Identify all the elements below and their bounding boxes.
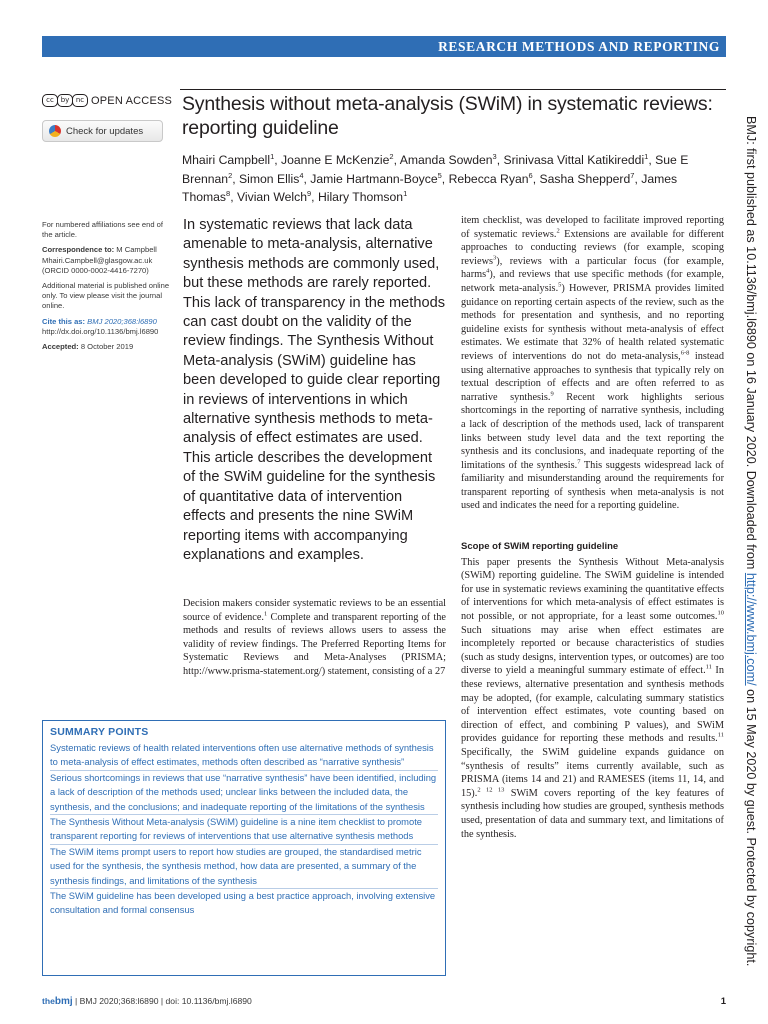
background-paragraph: item checklist, was developed to facilitate improved reporting of systematic reviews.$^2$ Extensions are available for different approaches to conducting reviews (for example, scoping reviews$^3$), reviews with a particular focus (for example, harms$^4$), and reviews that use specific methods (for example, network meta-analysis.$^5$) However, PRISMA provides limited guidance on reporting certain aspects of the review, such as the methods for presentation and synthesis, and no reporting guideline exists for synthesis without meta-analysis of effect estimates. We estimate that 32% of health related systematic reviews of interventions do not do meta-analysis,$^{6-8}$ instead using alternative approaches to synthesis that typically rely on textual description of effects and are often referred to as narrative synthesis.$^9$ Recent work highlights serious shortcomings in the reporting of narrative synthesis, including a lack of description of the methods used, lack of transparent links between study level data and the text reporting the synthesis and its conclusions, and inadequate reporting of the limitations of the synthesis.$^7$ This suggests widespread lack of familiarity and misunderstanding around the requirements for transparent reporting of synthesis when meta-analysis is not used and indicates the need for a reporting guideline. xyxy=(461,215,724,512)
additional-material-note: Additional material is published online only. To view please visit the journal online. xyxy=(42,281,170,311)
reference-superscript: 5 xyxy=(558,281,562,289)
right-column xyxy=(461,214,724,841)
author-name: Simon Ellis xyxy=(239,171,300,186)
author-name: Rebecca Ryan xyxy=(448,171,529,186)
author-name: Jamie Hartmann-Boyce xyxy=(310,171,438,186)
reference-superscript: 11 xyxy=(717,731,724,739)
author-name: Joanne E McKenzie xyxy=(281,153,390,167)
abstract: In systematic reviews that lack data amenable to meta-analysis, alternative synthesis methods are commonly used, but these methods are rarely reported. This lack of transparency in the methods can cast doubt on the validity of the review findings. The Synthesis Without Meta-analysis (SWiM) guideline has been developed to guide clear reporting in reviews of interventions in which alternative synthesis methods to meta-analysis of effect estimates are used. This article describes the development of the SWiM guideline for the synthesis of quantitative data of intervention effects and presents the nine SWiM reporting items with accompanying explanations and examples. xyxy=(183,217,446,563)
author-affiliation: 2 xyxy=(389,151,394,161)
check-for-updates-label: Check for updates xyxy=(66,125,144,137)
intro-paragraph: Decision makers consider systematic reviews to be an essential source of evidence.$^1$ Complete and transparent reporting of the methods and results of reviews allows users to assess the validity of review findings. The Preferred Reporting Items for Systematic Reviews and Meta-Analyses (PRISMA; http://www.prisma-statement.org/) statement, consisting of a 27 xyxy=(183,598,446,677)
author-name: Amanda Sowden xyxy=(399,153,493,167)
author-affiliation: 2 xyxy=(228,170,233,180)
reference-superscript: 2 xyxy=(556,227,560,235)
title-rule xyxy=(180,89,726,90)
author-affiliation: 1 xyxy=(270,151,275,161)
reference-superscript: 4 xyxy=(486,267,490,275)
accepted-date: Accepted: 8 October 2019 xyxy=(42,342,134,352)
author-affiliation: 1 xyxy=(403,188,408,198)
author-affiliation: 6 xyxy=(528,170,533,180)
author-affiliation: 8 xyxy=(226,188,231,198)
summary-points-box xyxy=(42,720,446,976)
correspondence-email[interactable]: Mhairi.Campbell@glasgow.ac.uk xyxy=(42,255,153,265)
reference-superscript: 10 xyxy=(717,609,724,617)
citation: Cite this as: BMJ 2020;368:l6890 http://dx.doi.org/10.1136/bmj.l6890 xyxy=(42,316,159,336)
summary-point: Systematic reviews of health related interventions often use alternative methods of synthesis to meta-analysis of effect estimates, methods often described as “narrative synthesis” xyxy=(50,742,434,768)
author-list: Mhairi Campbell$^1$, Joanne E McKenzie$^2$, Amanda Sowden$^3$, Srinivasa Vittal Katikireddi$^1$, Sue E Brennan$^2$, Simon Ellis$^4$, Jamie Hartmann-Boyce$^5$, Rebecca Ryan$^6$, Sasha Shepperd$^7$, James Thomas$^8$, Vivian Welch$^9$, Hilary Thomson$^1$ xyxy=(182,151,689,204)
author-name: Srinivasa Vittal Katikireddi xyxy=(503,153,645,167)
author-name: Hilary Thomson xyxy=(317,190,404,204)
summary-point: The SWiM guideline has been developed using a best practice approach, involving extensive consultation and formal consensus xyxy=(50,888,438,918)
reference-superscript: 3 xyxy=(493,254,497,262)
author-affiliation: 9 xyxy=(307,188,312,198)
author-affiliation: 4 xyxy=(299,170,304,180)
article-sidebar xyxy=(42,220,173,357)
affiliation-note: For numbered affiliations see end of the article. xyxy=(42,220,164,240)
correspondence: Correspondence to: M Campbell Mhairi.Campbell@glasgow.ac.uk (ORCID 0000-0002-4416-7270) xyxy=(42,245,157,275)
reference-superscript: 9 xyxy=(550,390,554,398)
reference-superscript: 11 xyxy=(705,663,712,671)
summary-point: The Synthesis Without Meta-analysis (SWiM) guideline is a nine item checklist to promote transparent reporting for reviews of interventions that use alternative synthesis methods xyxy=(50,814,438,844)
author-name: Mhairi Campbell xyxy=(182,153,271,167)
reference-superscript: 2 12 13 xyxy=(477,786,505,794)
summary-heading: SUMMARY POINTS xyxy=(50,726,149,738)
reference-superscript: 6-8 xyxy=(680,349,690,357)
author-affiliation: 1 xyxy=(644,151,649,161)
summary-point: The SWiM items prompt users to report how studies are grouped, the standardised metric used for the synthesis, the synthesis method, how data are presented, a summary of the synthesis findings, and limitations of the synthesis xyxy=(50,844,438,888)
bmj-logo: thebmj xyxy=(42,996,73,1007)
page-number: 1 xyxy=(720,996,726,1007)
author-name: Sasha Shepperd xyxy=(539,171,631,186)
open-access-label: OPEN ACCESS xyxy=(91,94,173,107)
author-name: Sue E Brennan xyxy=(182,153,689,186)
article-title: Synthesis without meta-analysis (SWiM) in systematic reviews: reporting guideline xyxy=(182,93,713,139)
check-for-updates-button[interactable] xyxy=(42,120,163,142)
author-affiliation: 5 xyxy=(437,170,442,180)
author-name: Vivian Welch xyxy=(236,190,307,204)
crossmark-icon xyxy=(49,125,61,137)
page-footer: thebmj | BMJ 2020;368:l6890 | doi: 10.1136/bmj.l6890 1 xyxy=(42,996,726,1007)
reference-superscript: 1 xyxy=(264,610,268,618)
summary-point: Serious shortcomings in reviews that use “narrative synthesis” have been identified, including a lack of description of the methods used; unclear links between the included data, the synthesis, and the conclusions; and inadequate reporting of the limitations of the synthesis xyxy=(50,770,438,814)
creative-commons-icon: cc by nc xyxy=(42,94,87,107)
open-access-badge xyxy=(42,94,172,107)
scope-paragraph: This paper presents the Synthesis Without Meta-analysis (SWiM) reporting guideline. The SWiM guideline is intended for use in systematic reviews examining the quantitative effects of interventions for which meta-analysis of effect estimates is not possible, or not appropriate, for a least some outcomes.$^{10}$ Such situations may arise when effect estimates are incompletely reported or because characteristics of studies (such as study designs, intervention types, or outcomes) are too diverse to yield a meaningful summary estimate of effect.$^{11}$ In these reviews, alternative presentation and synthesis methods may be adopted, (for example, calculating summary statistics of intervention effect estimates, vote counting based on direction of effect, and combining P values), and SWiM provides guidance for reporting these methods and results.$^{11}$ Specifically, the SWiM guideline expands guidance on “synthesis of results” items currently available, such as PRISMA (items 14 and 21) and RAMESES (items 11, 14, and 15).$^{2 12 13}$ SWiM covers reporting of the key features of synthesis including how studies are grouped, synthesis methods used, presentation of data and summary text, and limitations of the synthesis. xyxy=(461,556,724,840)
doi-link[interactable]: http://dx.doi.org/10.1136/bmj.l6890 xyxy=(42,326,159,336)
author-affiliation: 3 xyxy=(492,151,497,161)
author-name: James Thomas xyxy=(182,171,678,204)
author-affiliation: 7 xyxy=(630,170,635,180)
copyright-sidebar: BMJ: first published as 10.1136/bmj.l6890 on 16 January 2020. Downloaded from http://www.bmj.com/ on 15 May 2020 by guest. Protected by copyright. xyxy=(744,116,758,967)
reference-superscript: 7 xyxy=(577,458,581,466)
section-banner: RESEARCH METHODS AND REPORTING xyxy=(42,36,726,57)
bmj-link[interactable]: http://www.bmj.com/ xyxy=(744,572,758,686)
scope-heading: Scope of SWiM reporting guideline xyxy=(461,541,619,553)
